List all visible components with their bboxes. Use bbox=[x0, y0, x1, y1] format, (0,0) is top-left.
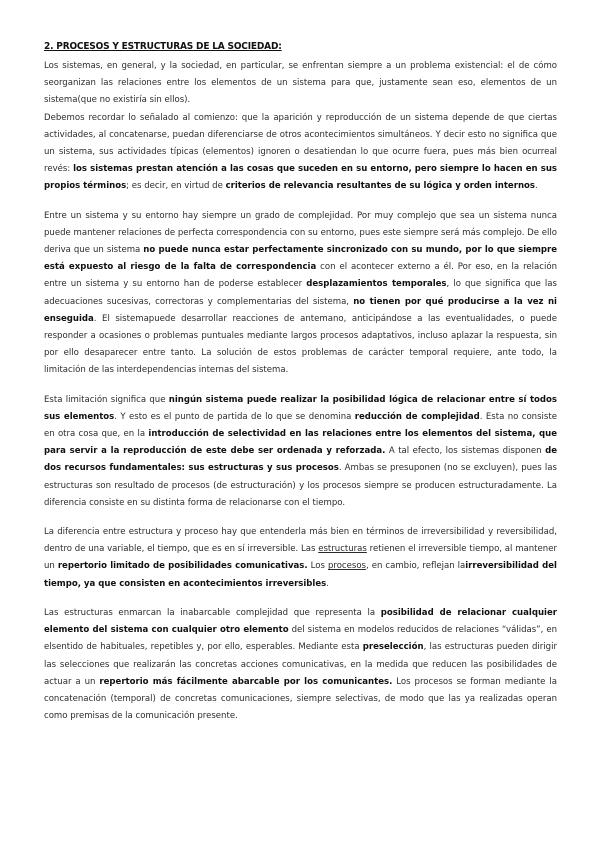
bold-text: de dos recursos fundamentales: sus estructuras y sus procesos bbox=[44, 446, 558, 474]
paragraph-text: A tal efecto, los sistemas disponen bbox=[385, 446, 546, 457]
paragraph-text: , en cambio, reflejan la bbox=[366, 561, 466, 572]
bold-text: criterios de relevancia resultantes de su lógica y orden internos bbox=[225, 181, 535, 192]
paragraph-text: , lo que significa que las adecuaciones sucesivas, correctoras y complementarias del sistema, bbox=[44, 279, 557, 307]
bold-text: no puede nunca estar perfectamente sincronizado con su mundo, por lo que siempre está expuesto al riesgo de la falta de correspondencia bbox=[44, 245, 558, 273]
paragraph bbox=[44, 208, 557, 380]
paragraph-text: Entre un sistema y su entorno hay siempre un grado de complejidad. Por muy complejo que sea un sistema nunca puede mantener relaciones de perfecta correspondencia con su entorno, pues este siempre será más complejo. De ello deriva que un sistema bbox=[44, 210, 557, 256]
bold-text: reducción de complejidad bbox=[354, 411, 480, 422]
paragraph bbox=[44, 605, 557, 725]
paragraph-text: Los procesos se forman mediante la concatenación (temporal) de concretas comunicaciones, siempre selectivas, de modo que las ya realizadas operan como premisas de la comunicación presente. bbox=[44, 676, 557, 722]
bold-text: no tienen por qué producirse a la vez ni enseguida bbox=[44, 296, 557, 324]
paragraph-text: . Ambas se presuponen (no se excluyen), pues las estructuras son resultado de procesos (de estructuración) y los procesos siempre se producen estructuradamente. La diferencia consiste en su distinta forma de relacionarse con el tiempo. bbox=[44, 463, 557, 508]
bold-text: repertorio limitado de posibilidades comunicativas. bbox=[57, 561, 308, 572]
bold-text: repertorio más fácilmente abarcable por los comunicantes. bbox=[99, 676, 393, 687]
paragraph-text: ; es decir, en virtud de bbox=[126, 181, 226, 192]
document-body bbox=[44, 58, 557, 725]
paragraph-text: con el acontecer externo a él. Por eso, en la relación entre un sistema y su entorno han de poderse establecer bbox=[44, 262, 557, 290]
paragraph-text: retienen el irreversible tiempo, al mantener un bbox=[44, 544, 557, 572]
paragraph-text: Esta limitación significa que bbox=[44, 394, 169, 405]
paragraph-text: . bbox=[326, 578, 329, 589]
paragraph-text: . Esta no consiste en otra cosa que, en la bbox=[44, 411, 557, 440]
paragraph-text: , las estructuras pueden dirigir las selecciones que realizarán las concretas acciones comunicativas, en la medida que reducen las posibilidades de actuar a un bbox=[44, 642, 557, 687]
paragraph-text: . El sistemapuede desarrollar reacciones de antemano, anticipándose a las eventualidades, o puede responder a ocasiones o problemas puntuales mediante largos procesos adaptativos, incluso aplazar la respuesta, sin por ello desaparecer entre tanto. La solución de estos problemas de carácter temporal requiere, ante todo, la limitación de las interdependencias internas del sistema. bbox=[44, 313, 557, 376]
paragraph-text: Los bbox=[307, 561, 328, 572]
bold-text: irreversibilidad del tiempo, ya que consisten en acontecimientos irreversibles bbox=[44, 561, 557, 589]
paragraph-text: . bbox=[534, 181, 538, 192]
underlined-text: estructuras bbox=[318, 544, 367, 555]
paragraph bbox=[44, 58, 557, 110]
underlined-text: procesos bbox=[327, 561, 367, 572]
bold-text: introducción de selectividad en las relaciones entre los elementos del sistema, que para servir a la reproducción de este debe ser ordenada y reforzada. bbox=[44, 429, 558, 457]
paragraph-text: La diferencia entre estructura y proceso hay que entenderla más bien en términos de irreversibilidad y reversibilidad, dentro de una variable, el tiempo, que es en sí irreversible. Las bbox=[44, 527, 557, 555]
section-heading: 2. PROCESOS Y ESTRUCTURAS DE LA SOCIEDAD: bbox=[44, 41, 282, 52]
paragraph-text: Los sistemas, en general, y la sociedad, en particular, se enfrentan siempre a un problema existencial: el de cómo seorganizan las relaciones entre los elementos de un sistema para que, justamente sean eso, elementos de un sistema(que no existiría sin ellos). bbox=[44, 61, 557, 106]
bold-text: ningún sistema puede realizar la posibilidad lógica de relacionar entre sí todos sus elementos bbox=[44, 394, 557, 422]
paragraph bbox=[44, 524, 557, 593]
paragraph-text: . Y esto es el punto de partida de lo que se denomina bbox=[114, 411, 355, 422]
paragraph-text: Debemos recordar lo señalado al comienzo: que la aparición y reproducción de un sistema depende de que ciertas actividades, al concatenarse, puedan diferenciarse de otros acontecimientos simultáneos. Y decir esto no significa que un sistema, sus actividades típicas (elementos) ignoren o desatiendan lo que ocurre fuera, pues más bien ocurreal revés: bbox=[44, 112, 557, 175]
bold-text: desplazamientos temporales bbox=[306, 279, 447, 290]
bold-text: preselección bbox=[362, 642, 424, 653]
bold-text: los sistemas prestan atención a las cosas que suceden en su entorno, pero siempre lo hacen en sus propios términos bbox=[44, 164, 558, 192]
paragraph bbox=[44, 392, 557, 512]
paragraph-text: Las estructuras enmarcan la inabarcable complejidad que representa la bbox=[44, 607, 381, 618]
bold-text: posibilidad de relacionar cualquier elemento del sistema con cualquier otro elemento bbox=[44, 607, 557, 636]
paragraph-text: del sistema en modelos reducidos de relaciones “válidas”, en elsentido de habituales, repetibles y, por ello, esperables. Mediante esta bbox=[44, 625, 557, 653]
paragraph bbox=[44, 110, 557, 196]
